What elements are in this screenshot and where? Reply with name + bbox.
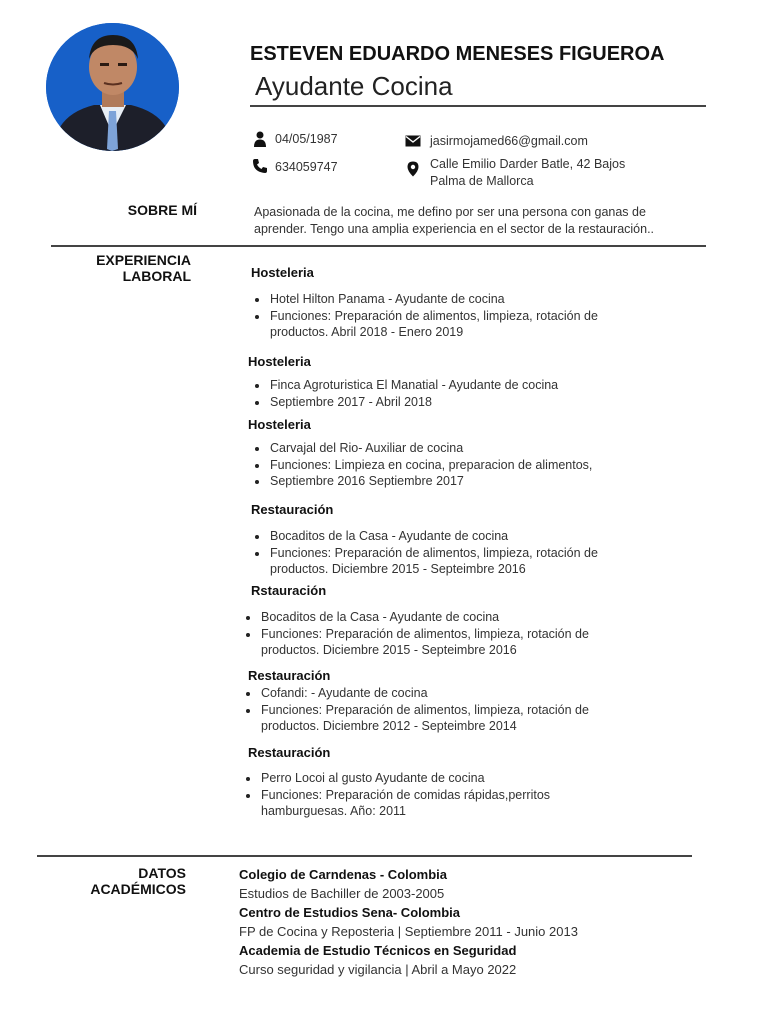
job-detail-item: Finca Agroturistica El Manatial - Ayudante de cocina (250, 377, 630, 394)
email-address: jasirmojamed66@gmail.com (430, 134, 588, 148)
about-text: Apasionada de la cocina, me defino por ser una persona con ganas de aprender. Tengo una amplia experiencia en el sector de la restauración.. (254, 205, 655, 236)
job-detail-item: Perro Locoi al gusto Ayudante de cocina (241, 770, 571, 787)
phone-icon (252, 158, 268, 174)
job-sector: Rstauración (251, 583, 327, 598)
job-detail-item: Septiembre 2017 - Abril 2018 (250, 394, 630, 411)
education-heading: DATOS ACADÉMICOS (90, 865, 186, 897)
job-detail-item: Funciones: Preparación de alimentos, limpieza, rotación de productos. Abril 2018 - Enero 2019 (250, 308, 630, 341)
phone-number: 634059747 (275, 160, 338, 174)
job-details (250, 528, 630, 578)
job-title: Ayudante Cocina (255, 71, 453, 101)
job-detail-item: Funciones: Preparación de alimentos, limpieza, rotación de productos. Diciembre 2012 - Septeimbre 2014 (241, 702, 621, 735)
profile-photo (46, 23, 179, 151)
education-detail: Estudios de Bachiller de 2003-2005 (239, 886, 445, 901)
job-detail-item: Funciones: Preparación de alimentos, limpieza, rotación de productos. Diciembre 2015 - Septeimbre 2016 (250, 545, 630, 578)
job-sector: Restauración (248, 668, 331, 683)
job-entry (251, 265, 314, 280)
job-sector: Hosteleria (251, 265, 314, 280)
experience-heading: EXPERIENCIA LABORAL (96, 252, 191, 284)
job-detail-item: Bocaditos de la Casa - Ayudante de cocina (250, 528, 630, 545)
person-portrait (46, 23, 179, 151)
person-icon (252, 131, 268, 147)
job-sector: Restauración (248, 745, 331, 760)
job-sector: Hosteleria (248, 417, 311, 432)
education-list (239, 865, 578, 979)
candidate-name: ESTEVEN EDUARDO MENESES FIGUEROA (250, 43, 665, 65)
birthdate: 04/05/1987 (275, 132, 338, 146)
address-line-2: Palma de Mallorca (430, 174, 534, 188)
job-details (241, 770, 571, 820)
job-detail-item: Cofandi: - Ayudante de cocina (241, 685, 621, 702)
job-details (250, 291, 630, 341)
about-divider (51, 245, 706, 247)
education-detail: FP de Cocina y Reposteria | Septiembre 2011 - Junio 2013 (239, 924, 578, 939)
job-sector: Restauración (251, 502, 334, 517)
education-institution: Colegio de Carndenas - Colombia (239, 867, 448, 882)
experience-divider (37, 855, 692, 857)
about-heading: SOBRE MÍ (127, 202, 197, 218)
education-institution: Centro de Estudios Sena- Colombia (239, 905, 461, 920)
job-details (241, 685, 621, 735)
job-details (250, 377, 630, 410)
job-detail-item: Bocaditos de la Casa - Ayudante de cocina (241, 609, 621, 626)
job-details (241, 609, 621, 659)
job-detail-item: Funciones: Limpieza en cocina, preparacion de alimentos, (250, 457, 630, 474)
address-line-1: Calle Emilio Darder Batle, 42 Bajos (430, 157, 626, 171)
education-institution: Academia de Estudio Técnicos en Seguridad (239, 943, 517, 958)
education-detail: Curso seguridad y vigilancia | Abril a Mayo 2022 (239, 962, 517, 977)
job-detail-item: Hotel Hilton Panama - Ayudante de cocina (250, 291, 630, 308)
header-divider (250, 105, 706, 107)
job-detail-item: Funciones: Preparación de alimentos, limpieza, rotación de productos. Diciembre 2015 - Septeimbre 2016 (241, 626, 621, 659)
job-detail-item: Carvajal del Rio- Auxiliar de cocina (250, 440, 630, 457)
job-detail-item: Septiembre 2016 Septiembre 2017 (250, 473, 630, 490)
address (430, 156, 625, 190)
job-details (250, 440, 630, 490)
job-detail-item: Funciones: Preparación de comidas rápidas,perritos hamburguesas. Año: 2011 (241, 787, 571, 820)
location-pin-icon (405, 161, 421, 177)
email-icon (405, 133, 421, 149)
job-sector: Hosteleria (248, 354, 311, 369)
